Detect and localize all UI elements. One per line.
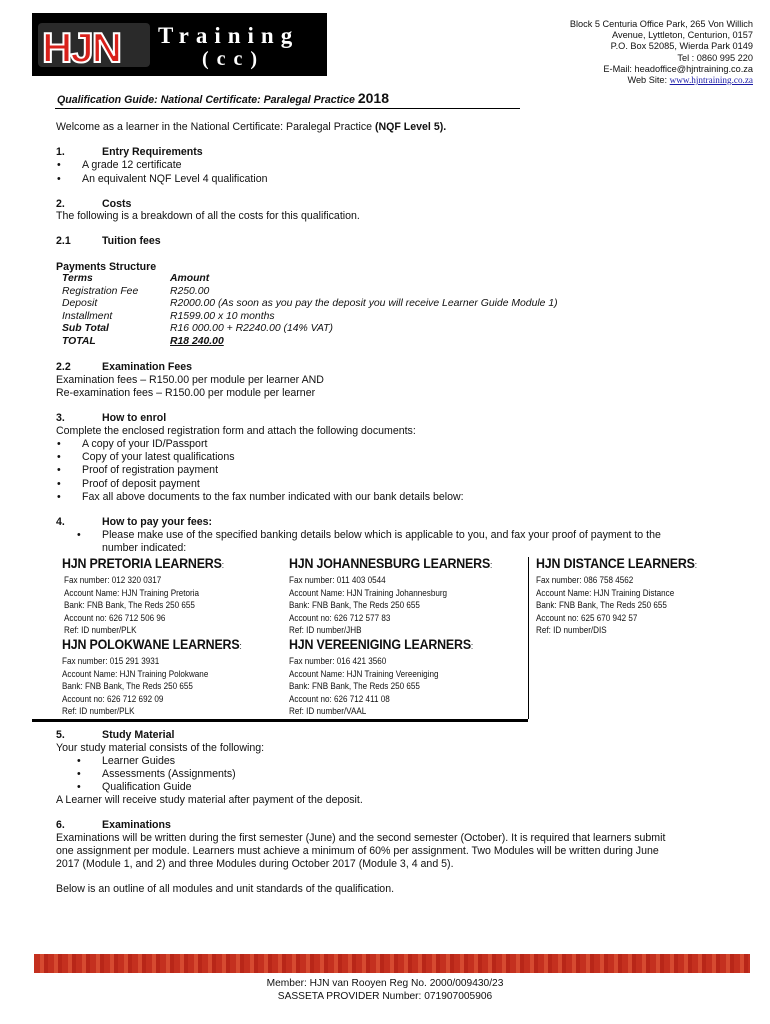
johannesburg-details	[289, 574, 447, 637]
bank-detail: Account Name: HJN Training Pretoria	[64, 587, 200, 598]
pretoria-details	[64, 574, 199, 637]
study-material-text: Your study material consists of the following:	[56, 742, 265, 754]
section-3-heading	[56, 412, 166, 425]
table-row	[62, 311, 558, 324]
section-number: 5.	[56, 729, 65, 741]
study-material-note: A Learner will receive study material after payment of the deposit.	[56, 794, 363, 806]
section-title: How to enrol	[102, 412, 167, 424]
payments-table	[62, 273, 558, 349]
welcome-text	[56, 121, 446, 134]
bank-title: HJN PRETORIA LEARNERS	[62, 556, 222, 571]
vereeniging-heading	[289, 637, 473, 652]
list-item: • A grade 12 certificate	[57, 159, 182, 171]
section-number: 2.1	[56, 235, 71, 247]
bank-title-colon: :	[221, 560, 224, 570]
subtotal-label: Sub Total	[62, 323, 109, 335]
bank-title: HJN DISTANCE LEARNERS	[536, 556, 695, 571]
section-title: Tuition fees	[102, 235, 161, 247]
list-item: • Qualification Guide	[77, 781, 192, 793]
welcome-level: (NQF Level 5).	[374, 121, 447, 133]
pretoria-heading	[62, 556, 224, 571]
distance-heading	[536, 556, 697, 571]
bank-title-colon: :	[239, 641, 242, 651]
bank-detail: Fax number: 016 421 3560	[289, 656, 387, 666]
payments-structure-title: Payments Structure	[56, 261, 157, 273]
list-item-text: Fax all above documents to the fax number indicated with our bank details below:	[82, 491, 464, 503]
amount-cell: R250.00	[170, 285, 210, 297]
bank-detail: Ref: ID number/PLK	[64, 625, 137, 635]
welcome-main: Welcome as a learner in the National Certificate: Paralegal Practice	[56, 121, 375, 133]
list-item: • Fax all above documents to the fax number indicated with our bank details below:	[57, 491, 464, 503]
bank-detail: Bank: FNB Bank, The Reds 250 655	[289, 681, 420, 691]
subtotal-row	[62, 323, 558, 336]
section-number: 4.	[56, 516, 65, 528]
bank-detail: Bank: FNB Bank, The Reds 250 655	[62, 681, 193, 691]
footer-provider: SASSETA PROVIDER Number: 071907005906	[277, 991, 493, 1002]
section-2-1-heading	[56, 235, 161, 248]
website-label: Web Site:	[627, 75, 670, 86]
list-item-text: Assessments (Assignments)	[102, 768, 236, 780]
amount-cell: R2000.00 (As soon as you pay the deposit you will receive Learner Guide Module 1)	[170, 298, 558, 310]
enrol-text: Complete the enclosed registration form and attach the following documents:	[56, 425, 416, 437]
hjn-training-logo	[32, 13, 327, 76]
bank-detail: Account no: 625 670 942 57	[536, 612, 638, 623]
bank-detail: Bank: FNB Bank, The Reds 250 655	[289, 600, 420, 610]
section-2-2-heading	[56, 361, 192, 374]
address-line: Block 5 Centuria Office Park, 265 Von Willich	[569, 19, 753, 29]
amount-cell: R1599.00 x 10 months	[170, 310, 275, 322]
subtotal-value: R16 000.00 + R2240.00 (14% VAT)	[170, 323, 333, 335]
section-number: 2.2	[56, 361, 71, 373]
qualification-title	[57, 90, 389, 106]
exam-text-line: Examinations will be written during the first semester (June) and the second semester (October). It is required that learners submit	[56, 832, 666, 844]
exam-text-line: one assignment per module. Learners must achieve a minimum of 60% per assignment. Two Modules will be written during June	[56, 845, 659, 857]
bank-detail: Account no: 626 712 506 96	[64, 612, 166, 623]
section-title: Study Material	[102, 729, 175, 741]
bank-detail: Fax number: 015 291 3931	[62, 656, 160, 666]
logo-hjn-text: HJN	[42, 24, 121, 71]
list-item-text: Learner Guides	[102, 755, 176, 767]
vereeniging-details	[289, 655, 438, 718]
title-underline	[55, 108, 520, 109]
term-cell: Registration Fee	[62, 285, 139, 297]
exam-text-line: 2017 (Module 1, and 2) and three Modules during October 2017 (Module 3, 4 and 5).	[56, 858, 454, 870]
list-item: • Assessments (Assignments)	[77, 768, 236, 780]
polokwane-heading	[62, 637, 242, 652]
section-4-heading	[56, 516, 212, 529]
footer-member: Member: HJN van Rooyen Reg No. 2000/009430/23	[266, 978, 504, 989]
polokwane-details	[62, 655, 208, 718]
bank-title-colon: :	[490, 560, 493, 570]
section-title: How to pay your fees:	[102, 516, 213, 528]
bank-title-colon: :	[694, 560, 697, 570]
logo-training-text: Training	[158, 23, 300, 48]
johannesburg-heading	[289, 556, 492, 571]
list-item-text: An equivalent NQF Level 4 qualification	[82, 173, 268, 185]
amount-header: Amount	[170, 273, 210, 284]
section-title: Costs	[102, 198, 132, 210]
bank-detail: Account no: 626 712 411 08	[289, 693, 390, 704]
bank-detail: Bank: FNB Bank, The Reds 250 655	[536, 600, 667, 610]
address-line: Tel : 0860 995 220	[677, 52, 753, 63]
title-text: Qualification Guide: National Certificate: Paralegal Practice	[57, 94, 358, 106]
list-item-text: Copy of your latest qualifications	[82, 451, 235, 463]
list-item: • Please make use of the specified banking details below which is applicable to you, and fax your proof of payment to the	[77, 529, 661, 541]
bank-detail: Account Name: HJN Training Vereeniging	[289, 668, 439, 679]
bank-column-divider	[528, 557, 529, 719]
logo-cc-text: (cc)	[202, 48, 266, 70]
bank-title: HJN VEREENIGING LEARNERS	[289, 637, 471, 652]
term-cell: Deposit	[62, 298, 98, 310]
bank-detail: Account no: 626 712 577 83	[289, 612, 391, 623]
list-item-text: Qualification Guide	[102, 781, 192, 793]
address-line: P.O. Box 52085, Wierda Park 0149	[610, 41, 753, 52]
exam-fee-line: Re-examination fees – R150.00 per module per learner	[56, 387, 316, 399]
term-cell: Installment	[62, 310, 113, 322]
company-address	[570, 19, 753, 86]
list-item-text: A copy of your ID/Passport	[82, 438, 208, 450]
website-link[interactable]: www.hjntraining.co.za	[669, 75, 753, 86]
bank-detail: Fax number: 011 403 0544	[289, 575, 386, 585]
section-title: Examinations	[102, 819, 171, 831]
bank-detail: Fax number: 086 758 4562	[536, 575, 634, 585]
list-item-continued: number indicated:	[102, 542, 187, 554]
bank-detail: Account Name: HJN Training Johannesburg	[289, 587, 448, 598]
total-value: R18 240.00	[170, 335, 224, 347]
website-line	[570, 75, 753, 86]
list-item: • Proof of registration payment	[57, 464, 219, 476]
table-row	[62, 298, 558, 311]
list-item: • Copy of your latest qualifications	[57, 451, 235, 463]
bank-detail: Fax number: 012 320 0317	[64, 575, 162, 585]
footer-decorative-bar	[34, 954, 750, 973]
address-line: Avenue, Lyttleton, Centurion, 0157	[612, 30, 753, 41]
section-title: Entry Requirements	[102, 146, 203, 158]
section-number: 1.	[56, 146, 65, 158]
section-number: 6.	[56, 819, 65, 831]
bank-title: HJN POLOKWANE LEARNERS	[62, 637, 240, 652]
list-item-text: Please make use of the specified banking details below which is applicable to you, and fax your proof of payment to the	[102, 529, 661, 541]
section-6-heading	[56, 819, 171, 832]
section-number: 2.	[56, 198, 65, 210]
section-5-heading	[56, 729, 174, 742]
list-item: • An equivalent NQF Level 4 qualification	[57, 173, 268, 185]
distance-details	[536, 574, 674, 637]
outline-text: Below is an outline of all modules and unit standards of the qualification.	[56, 883, 395, 895]
table-row	[62, 286, 558, 299]
total-label: TOTAL	[62, 335, 96, 347]
bank-detail: Ref: ID number/JHB	[289, 625, 362, 635]
section-number: 3.	[56, 412, 65, 424]
total-row	[62, 336, 558, 349]
list-item: • A copy of your ID/Passport	[57, 438, 208, 450]
address-line: E-Mail: headoffice@hjntraining.co.za	[603, 63, 753, 74]
exam-fee-line: Examination fees – R150.00 per module per learner AND	[56, 374, 324, 386]
terms-header: Terms	[62, 273, 93, 284]
bank-detail: Account no: 626 712 692 09	[62, 693, 164, 704]
bank-detail: Account Name: HJN Training Distance	[536, 587, 675, 598]
section-1-heading	[56, 146, 203, 159]
bank-detail: Ref: ID number/VAAL	[289, 706, 367, 716]
bank-detail: Account Name: HJN Training Polokwane	[62, 668, 209, 679]
list-item-text: A grade 12 certificate	[82, 159, 182, 171]
bank-detail: Bank: FNB Bank, The Reds 250 655	[64, 600, 195, 610]
bank-detail: Ref: ID number/DIS	[536, 625, 607, 635]
bank-title: HJN JOHANNESBURG LEARNERS	[289, 556, 491, 571]
list-item: • Learner Guides	[77, 755, 176, 767]
table-header-row	[62, 273, 558, 286]
bank-box-bottom-border	[32, 719, 528, 722]
list-item-text: Proof of deposit payment	[82, 478, 200, 490]
costs-text: The following is a breakdown of all the costs for this qualification.	[56, 210, 360, 222]
title-year: 2018	[357, 90, 389, 106]
section-title: Examination Fees	[102, 361, 193, 373]
list-item: • Proof of deposit payment	[57, 478, 200, 490]
bank-detail: Ref: ID number/PLK	[62, 706, 135, 716]
list-item-text: Proof of registration payment	[82, 464, 219, 476]
bank-title-colon: :	[470, 641, 474, 651]
